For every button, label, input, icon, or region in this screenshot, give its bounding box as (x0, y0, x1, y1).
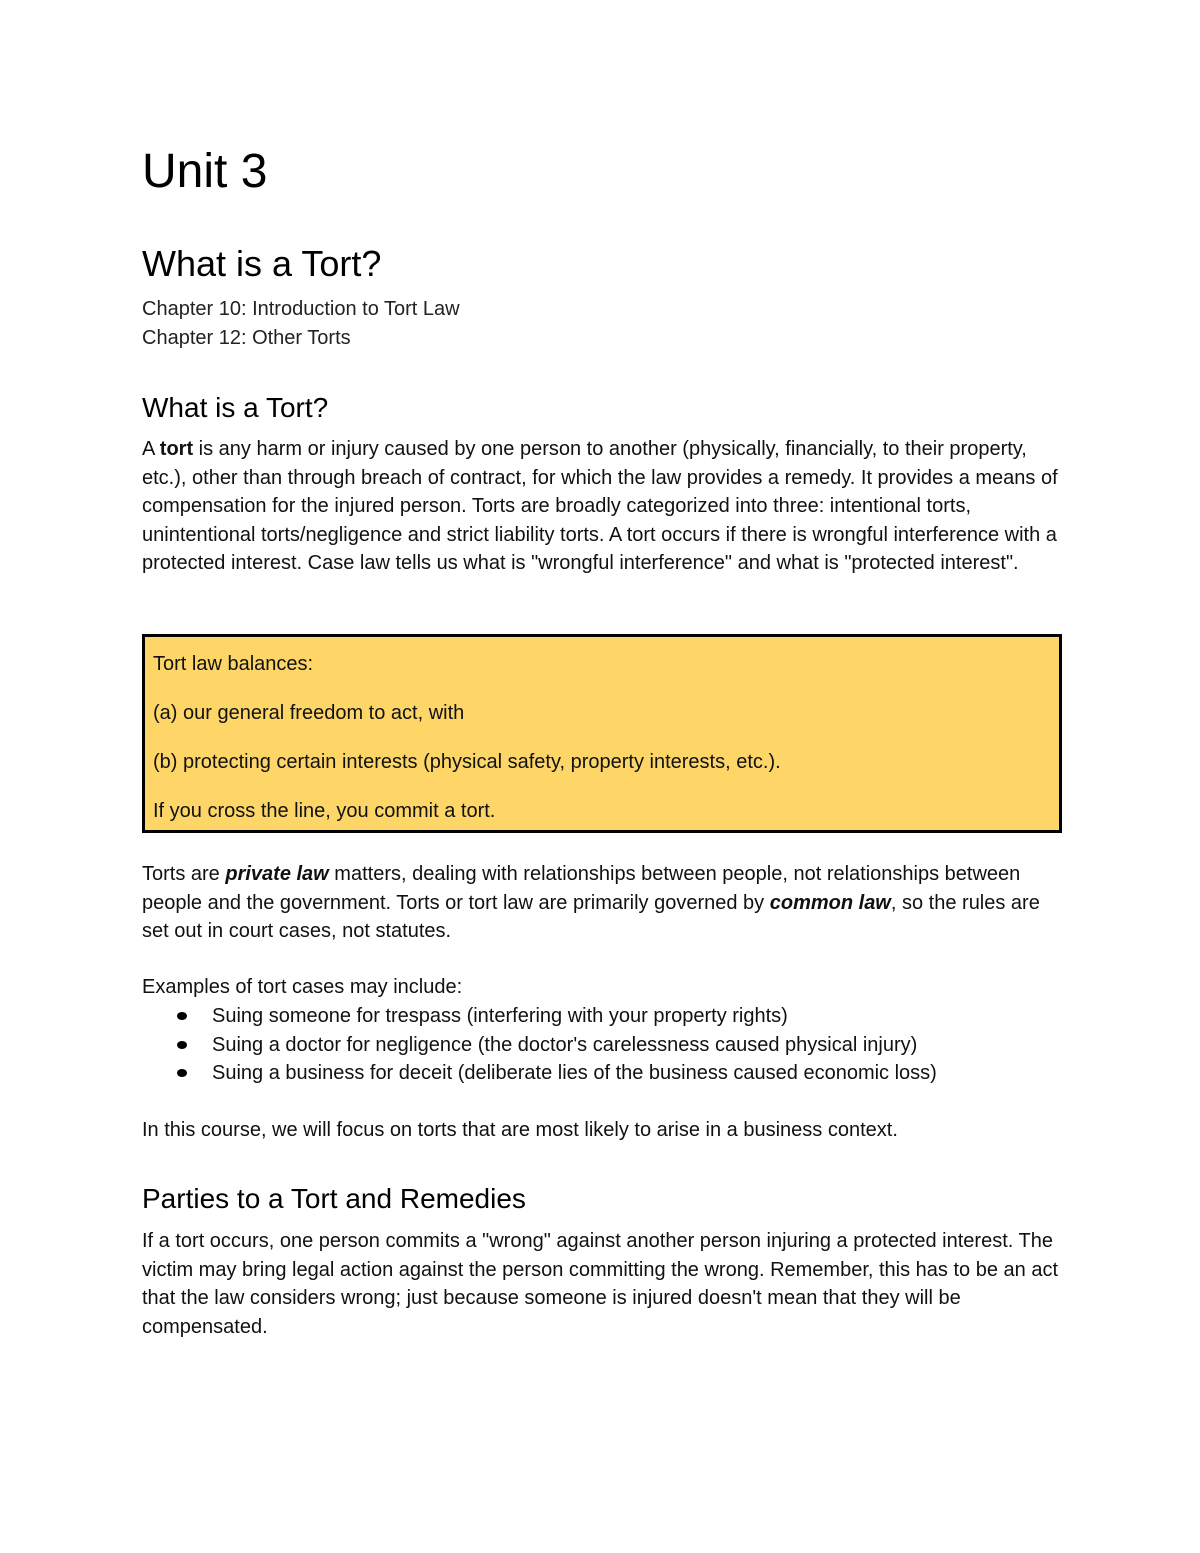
private-law-paragraph (142, 860, 1062, 946)
examples-intro: Examples of tort cases may include: (142, 976, 463, 998)
parties-paragraph: If a tort occurs, one person commits a "wrong" against another person injuring a protected interest. The victim may bring legal action against the person committing the wrong. Remember, this has to be an act that the law considers wrong; just because someone is injured doesn't mean that they will be compensated. (142, 1230, 1059, 1338)
callout-line: (b) protecting certain interests (physical safety, property interests, etc.). (153, 751, 781, 773)
focus-paragraph: In this course, we will focus on torts that are most likely to arise in a business context. (142, 1119, 898, 1141)
text-run: is any harm or injury caused by one person to another (physically, financially, to their property, etc.), other than through breach of contract, for which the law provides a remedy. It provides a means of compensation for the injured person. Torts are broadly categorized into three: intentional torts, unintentional torts/negligence and strict liability torts. A tort occurs if there is wrongful interference with a protected interest. Case law tells us what is "wrongful interference" and what is "protected interest". (142, 438, 1058, 575)
tort-definition-paragraph (142, 435, 1062, 578)
section-heading-what-is-tort: What is a Tort? (142, 392, 329, 423)
examples-list (142, 1002, 937, 1088)
callout-box (142, 634, 1062, 833)
list-item (142, 1002, 937, 1031)
list-item-text: Suing a doctor for negligence (the doctor's carelessness caused physical injury) (212, 1033, 918, 1056)
callout-line: Tort law balances: (153, 653, 314, 675)
chapter-item: Chapter 12: Other Torts (142, 326, 351, 349)
text-run: A (142, 438, 160, 460)
list-item (142, 1059, 937, 1088)
bullet-icon (177, 1012, 187, 1020)
list-item-text: Suing someone for trespass (interfering with your property rights) (212, 1005, 788, 1027)
private-law-term: private law (225, 863, 329, 885)
tort-term: tort (159, 438, 194, 460)
list-item (142, 1031, 937, 1060)
text-run: , so the rules are set out in court cases, not statutes. (142, 891, 1040, 943)
text-run: matters, dealing with relationships between people, not relationships between people and the government. Torts or tort law are primarily governed by (142, 863, 1021, 914)
callout-line: If you cross the line, you commit a tort. (153, 800, 496, 822)
chapter-list (142, 295, 460, 352)
common-law-term: common law (769, 891, 891, 914)
bullet-icon (177, 1069, 187, 1077)
callout-line: (a) our general freedom to act, with (153, 702, 465, 724)
main-heading: What is a Tort? (142, 243, 382, 284)
document-title: Unit 3 (142, 145, 268, 198)
text-run: Torts are (142, 863, 226, 885)
chapter-item: Chapter 10: Introduction to Tort Law (142, 298, 460, 320)
section-heading-parties: Parties to a Tort and Remedies (142, 1183, 526, 1214)
bullet-icon (177, 1041, 187, 1049)
list-item-text: Suing a business for deceit (deliberate lies of the business caused economic loss) (212, 1062, 937, 1085)
